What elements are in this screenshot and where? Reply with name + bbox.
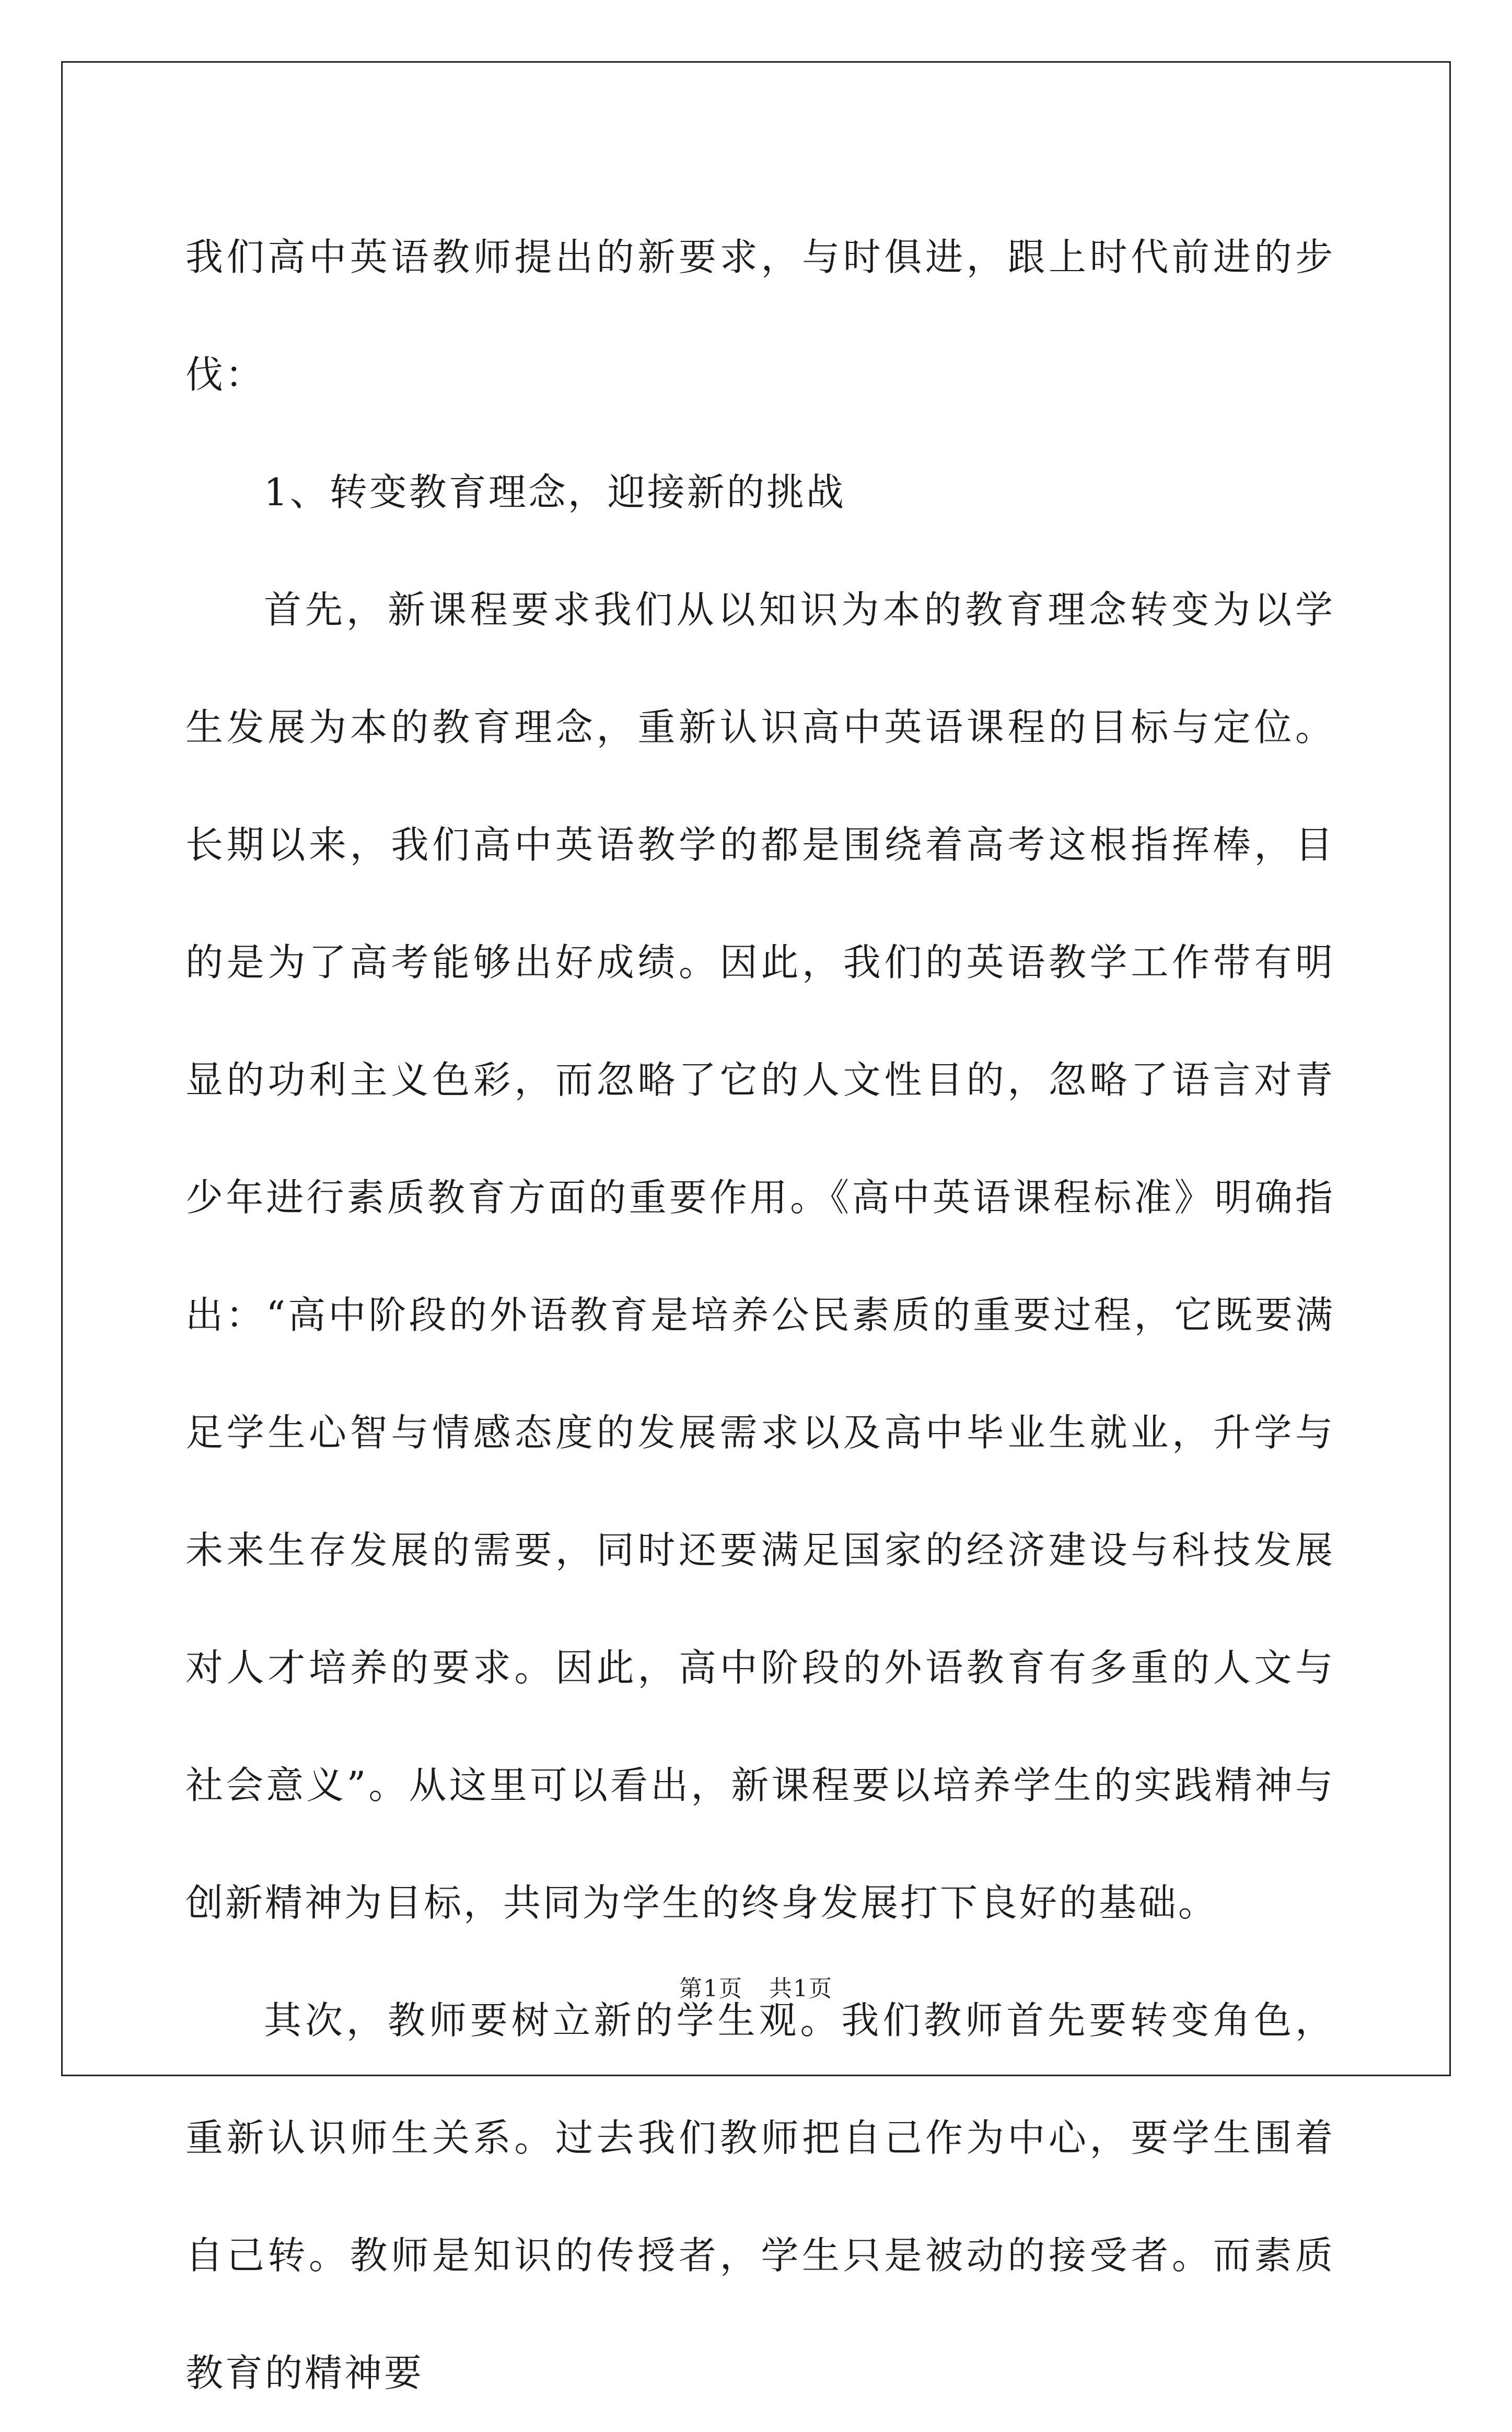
page-footer — [0, 1970, 1512, 2003]
page-number: 第1页 — [679, 1975, 743, 2002]
paragraph-second: 其次，教师要树立新的学生观。我们教师首先要转变角色，重新认识师生关系。过去我们教师把自己作为中心，要学生围着自己转。教师是知识的传授者，学生只是被动的接受者。而素质教育的精神要 — [185, 1998, 1335, 2395]
page-total: 共1页 — [769, 1975, 833, 2002]
section-heading: 1、转变教育理念，迎接新的挑战 — [264, 470, 846, 514]
document-body — [185, 199, 1335, 2432]
paragraph-intro: 我们高中英语教师提出的新要求，与时俱进，跟上时代前进的步伐： — [185, 235, 1335, 397]
paragraph-first: 首先，新课程要求我们从以知识为本的教育理念转变为以学生发展为本的教育理念，重新认识高中英语课程的目标与定位。长期以来，我们高中英语教学的都是围绕着高考这根指挥棒，目的是为了高考能够出好成绩。因此，我们的英语教学工作带有明显的功利主义色彩，而忽略了它的人文性目的，忽略了语言对青少年进行素质教育方面的重要作用。《高中英语课程标准》明确指出：“高中阶段的外语教育是培养公民素质的重要过程，它既要满足学生心智与情感态度的发展需求以及高中毕业生就业，升学与未来生存发展的需要，同时还要满足国家的经济建设与科技发展对人才培养的要求。因此，高中阶段的外语教育有多重的人文与社会意义”。从这里可以看出，新课程要以培养学生的实践精神与创新精神为目标，共同为学生的终身发展打下良好的基础。 — [185, 588, 1335, 1925]
